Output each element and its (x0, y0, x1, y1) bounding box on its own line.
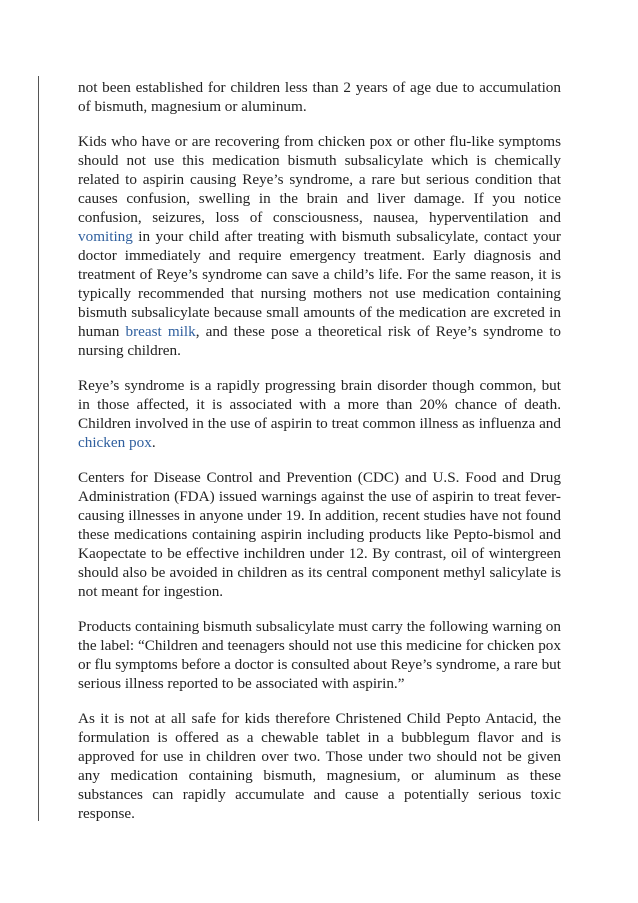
link-chicken-pox[interactable]: chicken pox (78, 434, 152, 451)
paragraph-text: As it is not at all safe for kids therefore Christened Child Pepto Antacid, the formulation is offered as a chewable tablet in a bubblegum flavor and is approved for use in children over two. Those under two should not be given any medication containing bismuth, magnesium, or aluminum as these substances can rapidly accumulate and cause a potentially serious toxic response. (78, 710, 561, 822)
paragraph-4 (78, 468, 561, 601)
margin-rule (38, 76, 39, 821)
paragraph-text: in your child after treating with bismuth subsalicylate, contact your doctor immediately and require emergency treatment. Early diagnosis and treatment of Reye’s syndrome can save a child’s life. For the same reason, it is typically recommended that nursing mothers not use medication containing bismuth subsalicylate because small amounts of the medication are excreted in human (78, 228, 561, 340)
paragraph-5 (78, 617, 561, 693)
paragraph-text: Kids who have or are recovering from chicken pox or other flu-like symptoms should not use this medication bismuth subsalicylate which is chemically related to aspirin causing Reye’s syndrome, a rare but serious condition that causes confusion, swelling in the brain and liver damage. If you notice confusion, seizures, loss of consciousness, nausea, hyperventilation and (78, 133, 561, 226)
paragraph-2 (78, 132, 561, 360)
paragraph-text: Products containing bismuth subsalicylate must carry the following warning on the label: “Children and teenagers should not use this medicine for chicken pox or flu symptoms before a doctor is consulted about Reye’s syndrome, a rare but serious illness reported to be associated with aspirin.” (78, 618, 561, 692)
link-breast-milk[interactable]: breast milk (125, 323, 196, 340)
paragraph-text: not been established for children less than 2 years of age due to accumulation of bismuth, magnesium or aluminum. (78, 79, 561, 115)
paragraph-6 (78, 709, 561, 823)
paragraph-3 (78, 376, 561, 452)
paragraph-text: Centers for Disease Control and Prevention (CDC) and U.S. Food and Drug Administration (FDA) issued warnings against the use of aspirin to treat fever-causing illnesses in anyone under 19. In addition, recent studies have not found these medications containing aspirin including products like Pepto-bismol and Kaopectate to be effective inchildren under 12. By contrast, oil of wintergreen should also be avoided in children as its central component methyl salicylate is not meant for ingestion. (78, 469, 561, 600)
document-body (78, 78, 561, 839)
paragraph-text: , and these pose a theoretical risk of Reye’s syndrome to nursing children. (78, 323, 562, 359)
paragraph-text: . (151, 434, 156, 451)
link-vomiting[interactable]: vomiting (78, 228, 133, 245)
paragraph-1 (78, 78, 561, 116)
paragraph-text: Reye’s syndrome is a rapidly progressing brain disorder though common, but in those affected, it is associated with a more than 20% chance of death. Children involved in the use of aspirin to treat common illness as influenza and (78, 377, 561, 432)
